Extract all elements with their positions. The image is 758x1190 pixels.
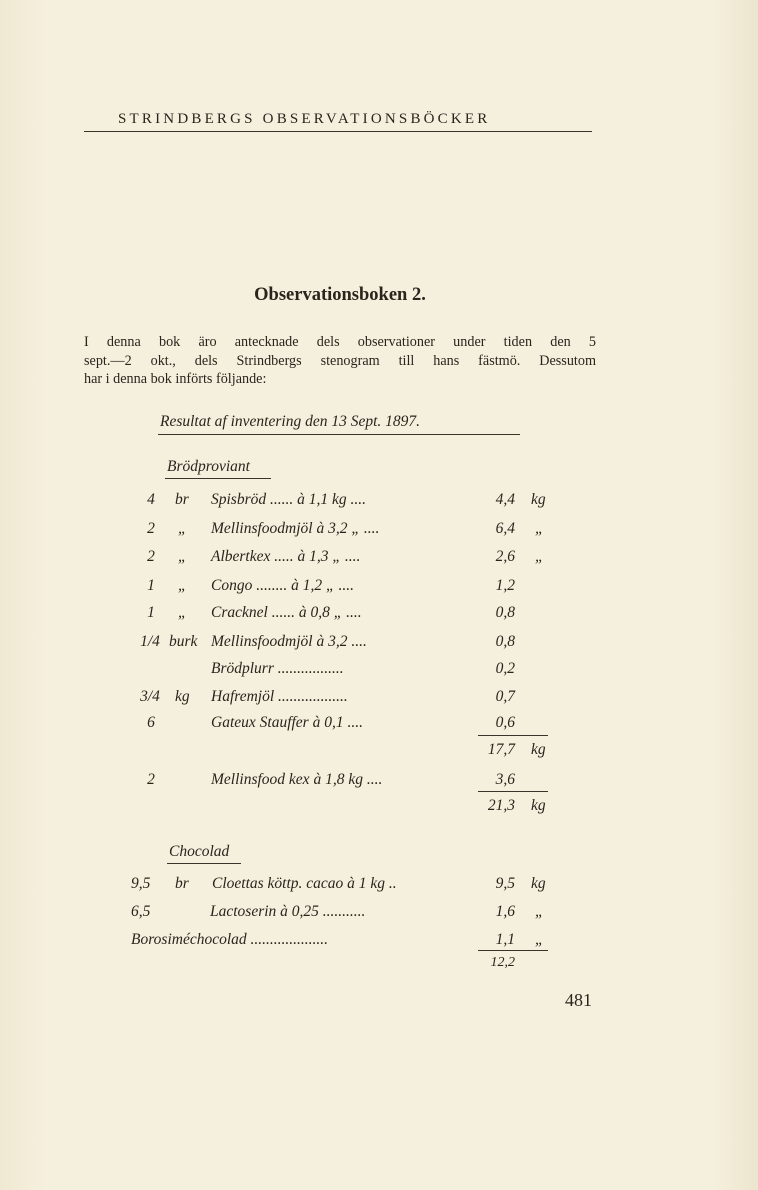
total-rule bbox=[478, 791, 548, 792]
row-measure: „ bbox=[535, 548, 544, 565]
row-text: Lactoserin à 0,25 ........... bbox=[210, 903, 366, 920]
row-amount: 1,2 bbox=[495, 577, 515, 594]
row-text: Borosiméchocolad .................... bbox=[131, 931, 329, 948]
inventory-title-underline bbox=[158, 434, 520, 435]
row-amount: 4,4 bbox=[495, 491, 515, 508]
row-unit: br bbox=[175, 875, 189, 892]
row-text: Albertkex ..... à 1,3 „ .... bbox=[211, 548, 361, 565]
extra-row-qty: 2 bbox=[147, 771, 155, 788]
row-unit: burk bbox=[169, 633, 198, 650]
row-amount: 2,6 bbox=[495, 548, 515, 565]
row-text: Mellinsfoodmjöl à 3,2 „ .... bbox=[211, 520, 380, 537]
row-text: Gateux Stauffer à 0,1 .... bbox=[211, 714, 363, 731]
row-unit: kg bbox=[175, 688, 190, 705]
row-measure: kg bbox=[531, 875, 546, 892]
row-amount: 1,1 bbox=[495, 931, 515, 948]
row-unit: „ bbox=[178, 548, 187, 565]
row-qty: 6,5 bbox=[131, 903, 151, 920]
section-heading-brodproviant: Brödproviant bbox=[167, 458, 250, 475]
section-heading-underline bbox=[165, 478, 271, 479]
section-heading-underline bbox=[167, 863, 241, 864]
row-text: Spisbröd ...... à 1,1 kg .... bbox=[211, 491, 366, 508]
row-qty: 2 bbox=[147, 520, 155, 537]
row-qty: 2 bbox=[147, 548, 155, 565]
subtotal-amount: 17,7 bbox=[487, 741, 515, 758]
intro-line: sept.—2 okt., dels Strindbergs stenogram till hans fästmö. Dessutom bbox=[84, 352, 596, 369]
extra-row-text: Mellinsfood kex à 1,8 kg .... bbox=[211, 771, 383, 788]
row-text: Cracknel ...... à 0,8 „ .... bbox=[211, 604, 362, 621]
row-unit: „ bbox=[178, 520, 187, 537]
row-qty: 6 bbox=[147, 714, 155, 731]
running-header: STRINDBERGS OBSERVATIONSBÖCKER bbox=[118, 111, 491, 127]
row-text: Cloettas köttp. cacao à 1 kg .. bbox=[212, 875, 397, 892]
intro-paragraph bbox=[84, 333, 596, 389]
row-amount: 0,6 bbox=[495, 714, 515, 731]
row-text: Congo ........ à 1,2 „ .... bbox=[211, 577, 354, 594]
row-measure: „ bbox=[535, 520, 544, 537]
row-qty: 9,5 bbox=[131, 875, 151, 892]
row-text: Hafremjöl .................. bbox=[211, 688, 348, 705]
row-amount: 1,6 bbox=[495, 903, 515, 920]
row-measure: „ bbox=[535, 931, 544, 948]
row-qty: 1/4 bbox=[140, 633, 160, 650]
row-text: Brödplurr ................. bbox=[211, 660, 344, 677]
subtotal-rule bbox=[478, 735, 548, 736]
row-qty: 1 bbox=[147, 577, 155, 594]
inventory-title: Resultat af inventering den 13 Sept. 1897. bbox=[160, 413, 421, 430]
total-measure: kg bbox=[531, 797, 546, 814]
row-qty: 4 bbox=[147, 491, 155, 508]
row-amount: 0,8 bbox=[495, 633, 515, 650]
row-amount: 6,4 bbox=[495, 520, 515, 537]
total-amount: 21,3 bbox=[487, 797, 515, 814]
subtotal-measure: kg bbox=[531, 741, 546, 758]
extra-row-amount: 3,6 bbox=[495, 771, 515, 788]
header-rule bbox=[84, 131, 592, 132]
row-unit: br bbox=[175, 491, 189, 508]
chocolad-total-amount: 12,2 bbox=[490, 955, 515, 970]
row-amount: 0,2 bbox=[495, 660, 515, 677]
row-measure: „ bbox=[535, 903, 544, 920]
section-heading-chocolad: Chocolad bbox=[169, 843, 230, 860]
row-amount: 0,8 bbox=[495, 604, 515, 621]
row-qty: 3/4 bbox=[140, 688, 160, 705]
row-measure: kg bbox=[531, 491, 546, 508]
page-title: Observationsboken 2. bbox=[254, 285, 426, 305]
row-amount: 0,7 bbox=[495, 688, 515, 705]
row-unit: „ bbox=[178, 577, 187, 594]
intro-line: har i denna bok införts följande: bbox=[84, 371, 267, 387]
page-number: 481 bbox=[565, 990, 592, 1010]
row-text: Mellinsfoodmjöl à 3,2 .... bbox=[211, 633, 367, 650]
row-amount: 9,5 bbox=[495, 875, 515, 892]
row-qty: 1 bbox=[147, 604, 155, 621]
row-unit: „ bbox=[178, 604, 187, 621]
intro-line: I denna bok äro antecknade dels observationer under tiden den 5 bbox=[84, 334, 596, 350]
chocolad-total-rule bbox=[478, 950, 548, 951]
